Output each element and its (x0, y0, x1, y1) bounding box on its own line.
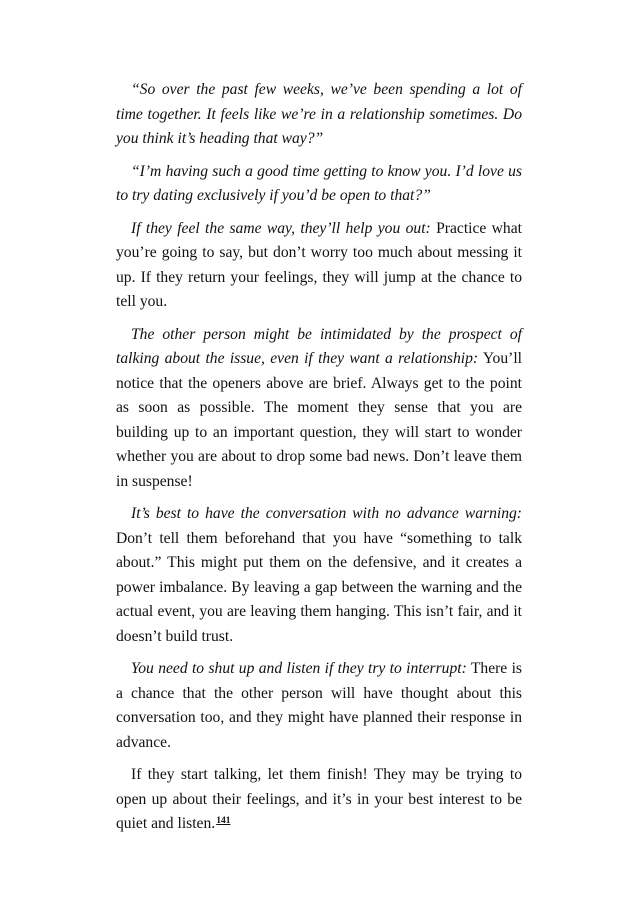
paragraph-no-warning (116, 502, 522, 649)
page-body (116, 78, 522, 845)
paragraph-lead: The other person might be intimidated by the prospect of talking about the issue, even if they want a relationship: (116, 325, 522, 367)
paragraph-let-them-finish (116, 763, 522, 837)
paragraph-help-you-out (116, 217, 522, 315)
paragraph-lead: You need to shut up and listen if they try to interrupt: (131, 660, 467, 677)
paragraph-lead: If they feel the same way, they’ll help you out: (131, 219, 431, 237)
paragraph-text: You’ll notice that the openers above are brief. Always get to the point as soon as possible. The moment they sense that you are building up to an important question, they will start to wonder whether you are about to drop some bad news. Don’t leave them in suspense! (116, 350, 523, 490)
paragraph-listen (116, 657, 522, 755)
paragraph-text: Practice what you’re going to say, but don’t worry too much about messing it up. If they return your feelings, they will jump at the chance to tell you. (116, 219, 522, 310)
paragraph-intimidated (116, 323, 522, 495)
paragraph-lead: It’s best to have the conversation with no advance warning: (131, 505, 522, 522)
paragraph-text: There is a chance that the other person will have thought about this conversation too, and they might have planned their response in advance. (116, 660, 522, 751)
footnote-reference[interactable]: 141 (216, 816, 231, 826)
paragraph-text: If they start talking, let them finish! They may be trying to open up about their feelings, and it’s in your best interest to be quiet and listen. (116, 766, 522, 832)
example-opener-2: “I’m having such a good time getting to know you. I’d love us to try dating exclusively if you’d be open to that?” (116, 162, 522, 204)
paragraph-text: Don’t tell them beforehand that you have “something to talk about.” This might put them on the defensive, and it creates a power imbalance. By leaving a gap between the warning and the actual event, you are leaving them hanging. This isn’t fair, and it doesn’t build trust. (116, 529, 522, 645)
example-opener-1: “So over the past few weeks, we’ve been spending a lot of time together. It feels like we’re in a relationship sometimes. Do you think it’s heading that way?” (116, 81, 522, 147)
